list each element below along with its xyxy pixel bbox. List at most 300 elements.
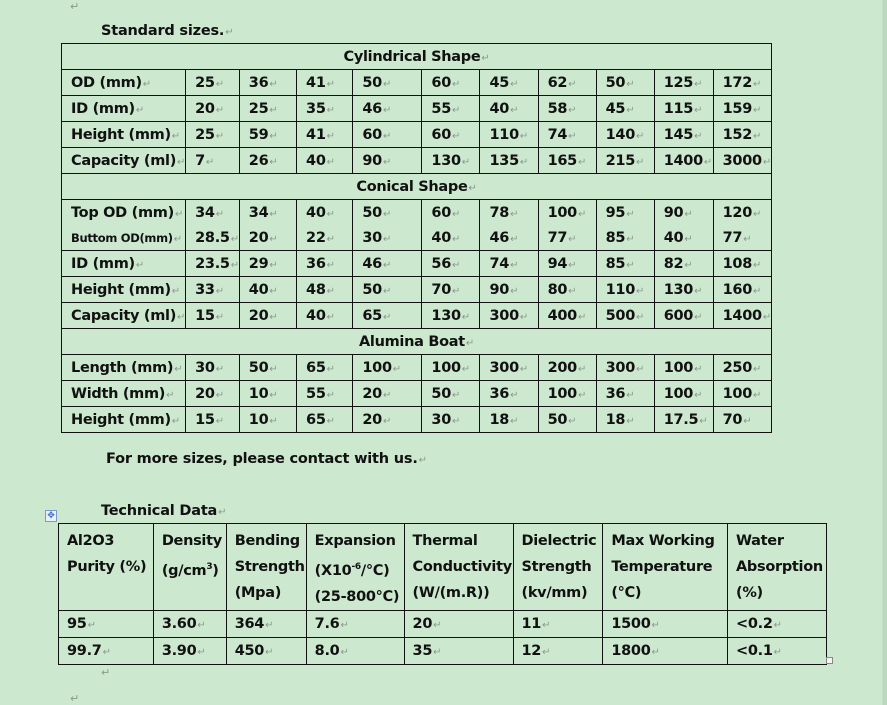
table-cell <box>596 251 654 277</box>
cell-value: 80 <box>547 281 568 298</box>
paragraph-mark: ↵ <box>382 415 392 427</box>
cell-value: 50 <box>431 385 451 402</box>
table-cell <box>422 148 480 174</box>
cell-value: 48 <box>306 281 326 298</box>
table-cell <box>596 122 654 148</box>
paragraph-mark: ↵ <box>762 156 771 168</box>
table-cell <box>186 122 240 148</box>
table-cell <box>353 96 422 122</box>
header-line-text: (W/(m.R)) <box>412 585 490 601</box>
paragraph-mark: ↵ <box>452 104 461 116</box>
table-row <box>59 610 827 637</box>
table-cell <box>186 200 240 226</box>
section-header-row <box>62 174 772 200</box>
paragraph-mark: ↵ <box>452 389 461 401</box>
row-label <box>62 225 186 251</box>
cell-value: 3.90 <box>161 642 197 659</box>
cell-value: 50 <box>362 204 382 221</box>
cell-value: 30 <box>362 229 382 246</box>
table-cell <box>713 303 771 329</box>
standard-sizes-table <box>61 43 772 433</box>
cell-value: 20 <box>412 615 433 632</box>
table-cell <box>538 200 596 226</box>
table-row <box>62 381 772 407</box>
table-row <box>62 148 772 174</box>
cell-value: 65 <box>362 307 382 324</box>
paragraph-mark: ↵ <box>694 311 703 323</box>
row-label <box>62 70 186 96</box>
table-cell <box>186 225 240 251</box>
header-line-text: Strength <box>521 559 592 575</box>
table-cell <box>297 96 353 122</box>
cell-value: 18 <box>489 411 510 428</box>
table-cell <box>728 637 827 664</box>
table-cell <box>713 96 771 122</box>
cell-value: 600 <box>663 307 694 324</box>
paragraph-mark: ↵ <box>626 259 635 271</box>
cell-value: 500 <box>605 307 636 324</box>
paragraph-mark: ↵ <box>382 259 392 271</box>
table-cell <box>306 637 404 664</box>
paragraph-mark: ↵ <box>265 619 274 631</box>
table-cell <box>186 148 240 174</box>
cell-value: 70 <box>722 411 743 428</box>
cell-value: 20 <box>362 385 382 402</box>
row-label <box>62 303 186 329</box>
cell-value: 30 <box>431 411 451 428</box>
cell-value: 50 <box>248 359 269 376</box>
paragraph-mark: ↵ <box>269 130 278 142</box>
table-cell <box>226 610 306 637</box>
table-cell <box>654 251 713 277</box>
cell-value: 250 <box>722 359 753 376</box>
paragraph-mark: ↵ <box>269 415 278 427</box>
table-cell <box>654 381 713 407</box>
table-cell <box>297 70 353 96</box>
table-cell <box>353 407 422 433</box>
row-label-text: Height (mm) <box>71 411 171 428</box>
table-cell <box>239 381 296 407</box>
paragraph-mark: ↵ <box>269 311 278 323</box>
cell-value: 77 <box>547 229 568 246</box>
paragraph-mark: ↵ <box>568 104 577 116</box>
paragraph-mark: ↵ <box>215 104 224 116</box>
paragraph-mark: ↵ <box>510 389 519 401</box>
section-title-text: Alumina Boat <box>359 333 465 350</box>
table-cell <box>186 96 240 122</box>
paragraph-mark: ↵ <box>70 0 80 13</box>
cell-value: 25 <box>248 100 269 117</box>
cell-value: 33 <box>195 281 215 298</box>
table-cell <box>713 381 771 407</box>
table-cell <box>480 148 538 174</box>
row-label-text: Width (mm) <box>71 385 166 402</box>
cell-value: 40 <box>306 204 326 221</box>
cell-value: 60 <box>431 126 451 143</box>
cell-value: 22 <box>306 229 326 246</box>
paragraph-mark: ↵ <box>452 130 461 142</box>
row-label <box>62 122 186 148</box>
table-cell <box>538 355 596 381</box>
cell-value: 36 <box>489 385 510 402</box>
cell-value: 12 <box>521 642 542 659</box>
row-label <box>62 355 186 381</box>
header-row <box>59 524 827 611</box>
cell-value: 29 <box>248 255 269 272</box>
cell-value: 95 <box>605 204 626 221</box>
cell-value: 50 <box>547 411 568 428</box>
cell-value: 130 <box>431 152 461 169</box>
cell-value: 152 <box>722 126 753 143</box>
paragraph-mark: ↵ <box>135 104 144 116</box>
paragraph-mark: ↵ <box>699 415 708 427</box>
header-line <box>315 584 404 610</box>
paragraph-mark: ↵ <box>468 182 477 194</box>
table-cell <box>239 355 296 381</box>
cell-value: 110 <box>489 126 519 143</box>
table-cell <box>480 122 538 148</box>
table-cell <box>713 407 771 433</box>
header-line-text: Expansion <box>314 533 396 549</box>
header-line-text: Dielectric <box>521 533 597 549</box>
paragraph-mark: ↵ <box>651 619 660 631</box>
paragraph-mark: ↵ <box>101 666 111 679</box>
cell-value: 15 <box>195 307 215 324</box>
table-cell <box>239 96 296 122</box>
paragraph-mark: ↵ <box>215 285 224 297</box>
table-cell <box>422 355 480 381</box>
cell-value: 90 <box>362 152 382 169</box>
row-label-text: Capacity (ml) <box>71 307 177 324</box>
cell-value: <0.2 <box>736 615 773 632</box>
header-line-text: (Mpa) <box>234 585 282 601</box>
paragraph-mark: ↵ <box>269 104 278 116</box>
header-line-text: Al2O3 <box>67 533 115 549</box>
cell-value: 20 <box>195 100 215 117</box>
paragraph-mark: ↵ <box>452 415 461 427</box>
cell-value: 45 <box>489 74 510 91</box>
paragraph-mark: ↵ <box>577 311 587 323</box>
table-cell <box>186 355 240 381</box>
table-cell <box>59 637 154 664</box>
paragraph-mark: ↵ <box>510 78 519 90</box>
table-cell <box>480 355 538 381</box>
paragraph-mark: ↵ <box>326 233 335 245</box>
paragraph-mark: ↵ <box>510 415 519 427</box>
table-cell <box>239 251 296 277</box>
table-cell <box>153 637 226 664</box>
paragraph-mark: ↵ <box>519 156 528 168</box>
paragraph-mark: ↵ <box>568 259 577 271</box>
table-cell <box>186 277 240 303</box>
cell-value: 140 <box>605 126 636 143</box>
paragraph-mark: ↵ <box>382 104 392 116</box>
header-line <box>736 528 826 554</box>
paragraph-mark: ↵ <box>382 389 392 401</box>
cell-value: 40 <box>489 100 510 117</box>
table-row <box>62 277 772 303</box>
cell-value: 58 <box>547 100 568 117</box>
table-cell <box>297 381 353 407</box>
paragraph-mark: ↵ <box>577 389 587 401</box>
table-cell <box>239 70 296 96</box>
header-line-text: Water <box>736 533 784 549</box>
paragraph-mark: ↵ <box>326 285 335 297</box>
paragraph-mark: ↵ <box>230 259 239 271</box>
table-cell <box>713 277 771 303</box>
cell-value: 100 <box>722 385 753 402</box>
paragraph-mark: ↵ <box>215 78 224 90</box>
cell-value: 108 <box>722 255 753 272</box>
column-header <box>306 524 404 611</box>
paragraph-mark: ↵ <box>684 259 693 271</box>
table-cell <box>654 70 713 96</box>
paragraph-mark: ↵ <box>762 311 771 323</box>
cell-value: 10 <box>248 385 269 402</box>
table-cell <box>422 70 480 96</box>
paragraph-mark: ↵ <box>225 27 234 38</box>
table-cell <box>353 122 422 148</box>
table-cell <box>239 407 296 433</box>
cell-value: 18 <box>605 411 626 428</box>
header-line <box>235 554 306 580</box>
cell-value: 95 <box>67 615 87 632</box>
header-line-text: Thermal <box>412 533 478 549</box>
cell-value: 17.5 <box>663 411 699 428</box>
paragraph-mark: ↵ <box>174 208 184 220</box>
paragraph-mark: ↵ <box>577 363 587 375</box>
table-cell <box>480 70 538 96</box>
cell-value: 110 <box>605 281 636 298</box>
cell-value: 41 <box>306 126 326 143</box>
paragraph-mark: ↵ <box>326 389 335 401</box>
cell-value: 50 <box>362 281 382 298</box>
paragraph-mark: ↵ <box>542 646 551 658</box>
table-cell <box>654 96 713 122</box>
section-title <box>62 44 772 70</box>
table-cell <box>654 122 713 148</box>
cell-value: 450 <box>234 642 265 659</box>
table-cell <box>239 200 296 226</box>
column-header <box>226 524 306 611</box>
table-cell <box>353 277 422 303</box>
paragraph-mark: ↵ <box>177 311 186 323</box>
paragraph-mark: ↵ <box>694 130 703 142</box>
table-cell <box>538 303 596 329</box>
cell-value: 300 <box>605 359 636 376</box>
paragraph-mark: ↵ <box>636 156 645 168</box>
table-cell <box>480 277 538 303</box>
cell-value: 125 <box>663 74 694 91</box>
row-label-text: Height (mm) <box>71 126 171 143</box>
table-cell <box>239 277 296 303</box>
table-cell <box>713 251 771 277</box>
technical-data-heading-text: Technical Data <box>101 503 218 519</box>
cell-value: 100 <box>547 385 577 402</box>
cell-value: <0.1 <box>736 642 773 659</box>
column-header <box>603 524 728 611</box>
row-label-text: ID (mm) <box>71 100 135 117</box>
table-cell <box>353 70 422 96</box>
header-line <box>611 580 727 606</box>
paragraph-mark: ↵ <box>326 208 335 220</box>
cell-value: 23.5 <box>195 255 230 272</box>
header-line <box>413 580 513 606</box>
paragraph-mark: ↵ <box>433 619 442 631</box>
table-cell <box>422 122 480 148</box>
cell-value: 11 <box>521 615 542 632</box>
row-label <box>62 407 186 433</box>
cell-value: 10 <box>248 411 269 428</box>
header-line <box>162 554 226 584</box>
header-line <box>522 580 603 606</box>
table-cell <box>297 303 353 329</box>
header-line-text: (kv/mm) <box>521 585 588 601</box>
paragraph-mark: ↵ <box>177 156 186 168</box>
header-line <box>315 528 404 554</box>
cell-value: 7.6 <box>314 615 340 632</box>
cell-value: 3.60 <box>161 615 197 632</box>
paragraph-mark: ↵ <box>269 363 278 375</box>
row-label <box>62 148 186 174</box>
paragraph-mark: ↵ <box>269 259 278 271</box>
cell-value: 40 <box>431 229 451 246</box>
cell-value: 55 <box>306 385 326 402</box>
paragraph-mark: ↵ <box>218 507 227 518</box>
cell-value: 46 <box>362 100 382 117</box>
header-line-text: (℃) <box>611 585 642 601</box>
cell-value: 70 <box>431 281 451 298</box>
paragraph-mark: ↵ <box>568 130 577 142</box>
paragraph-mark: ↵ <box>265 646 274 658</box>
table-cell <box>538 122 596 148</box>
paragraph-mark: ↵ <box>636 130 645 142</box>
table-cell <box>654 148 713 174</box>
paragraph-mark: ↵ <box>205 156 215 168</box>
paragraph-mark: ↵ <box>215 415 224 427</box>
row-label <box>62 251 186 277</box>
header-line-text: (%) <box>736 585 763 601</box>
header-line-text: Strength <box>234 559 305 575</box>
table-cell <box>596 303 654 329</box>
cell-value: 159 <box>722 100 753 117</box>
header-line <box>736 554 826 580</box>
cell-value: 100 <box>663 359 694 376</box>
table-cell <box>513 637 603 664</box>
row-label <box>62 381 186 407</box>
table-cell <box>538 277 596 303</box>
table-cell <box>538 251 596 277</box>
table-cell <box>538 70 596 96</box>
cell-value: 115 <box>663 100 694 117</box>
paragraph-mark: ↵ <box>636 363 645 375</box>
paragraph-mark: ↵ <box>269 233 278 245</box>
table-cell <box>596 355 654 381</box>
paragraph-mark: ↵ <box>215 208 224 220</box>
header-line-text: $(X10^{-6}/℃)$ <box>314 562 390 579</box>
cell-value: 7 <box>195 152 205 169</box>
cell-value: 20 <box>248 229 269 246</box>
table-cell <box>404 610 513 637</box>
table-move-handle-icon[interactable]: ✥ <box>45 510 57 522</box>
paragraph-mark: ↵ <box>568 415 577 427</box>
cell-value: 3000 <box>722 152 762 169</box>
cell-value: 65 <box>306 411 326 428</box>
table-row <box>62 251 772 277</box>
cell-value: 40 <box>306 152 326 169</box>
paragraph-mark: ↵ <box>753 389 762 401</box>
paragraph-mark: ↵ <box>636 285 645 297</box>
paragraph-mark: ↵ <box>382 208 392 220</box>
section-header-row <box>62 44 772 70</box>
paragraph-mark: ↵ <box>703 156 712 168</box>
table-cell <box>239 225 296 251</box>
table-cell <box>404 637 513 664</box>
table-cell <box>297 407 353 433</box>
table-cell <box>596 277 654 303</box>
table-cell <box>713 355 771 381</box>
table-cell <box>186 70 240 96</box>
paragraph-mark: ↵ <box>510 208 519 220</box>
table-cell <box>480 225 538 251</box>
table-cell <box>353 355 422 381</box>
table-resize-handle[interactable] <box>826 657 833 664</box>
paragraph-mark: ↵ <box>174 363 183 375</box>
cell-value: 82 <box>663 255 684 272</box>
cell-value: 25 <box>195 74 215 91</box>
paragraph-mark: ↵ <box>269 208 278 220</box>
table-cell <box>422 251 480 277</box>
cell-value: 50 <box>605 74 626 91</box>
section-title <box>62 329 772 355</box>
cell-value: 30 <box>195 359 215 376</box>
header-line-text: Absorption <box>736 559 823 575</box>
paragraph-mark: ↵ <box>519 363 528 375</box>
cell-value: 77 <box>722 229 743 246</box>
paragraph-mark: ↵ <box>340 646 349 658</box>
table-cell <box>480 96 538 122</box>
paragraph-mark: ↵ <box>171 130 180 142</box>
paragraph-mark: ↵ <box>269 78 278 90</box>
table-cell <box>596 148 654 174</box>
cell-value: 120 <box>722 204 753 221</box>
paragraph-mark: ↵ <box>382 285 392 297</box>
table-cell <box>297 225 353 251</box>
table-cell <box>713 70 771 96</box>
table-cell <box>654 303 713 329</box>
cell-value: 40 <box>663 229 684 246</box>
table-row <box>62 355 772 381</box>
table-cell <box>603 637 728 664</box>
table-cell <box>596 200 654 226</box>
cell-value: 135 <box>489 152 519 169</box>
row-label <box>62 277 186 303</box>
table-cell <box>297 277 353 303</box>
header-line <box>315 554 404 584</box>
cell-value: 56 <box>431 255 451 272</box>
row-label-text: Buttom OD(mm) <box>71 230 173 245</box>
header-line <box>611 528 727 554</box>
cell-value: 1800 <box>611 642 651 659</box>
column-header <box>513 524 603 611</box>
paragraph-mark: ↵ <box>461 311 470 323</box>
cell-value: 85 <box>605 255 626 272</box>
row-label-text: Top OD (mm) <box>71 204 174 221</box>
table-cell <box>353 200 422 226</box>
section-header-row <box>62 329 772 355</box>
paragraph-mark: ↵ <box>215 311 224 323</box>
table-row <box>62 303 772 329</box>
